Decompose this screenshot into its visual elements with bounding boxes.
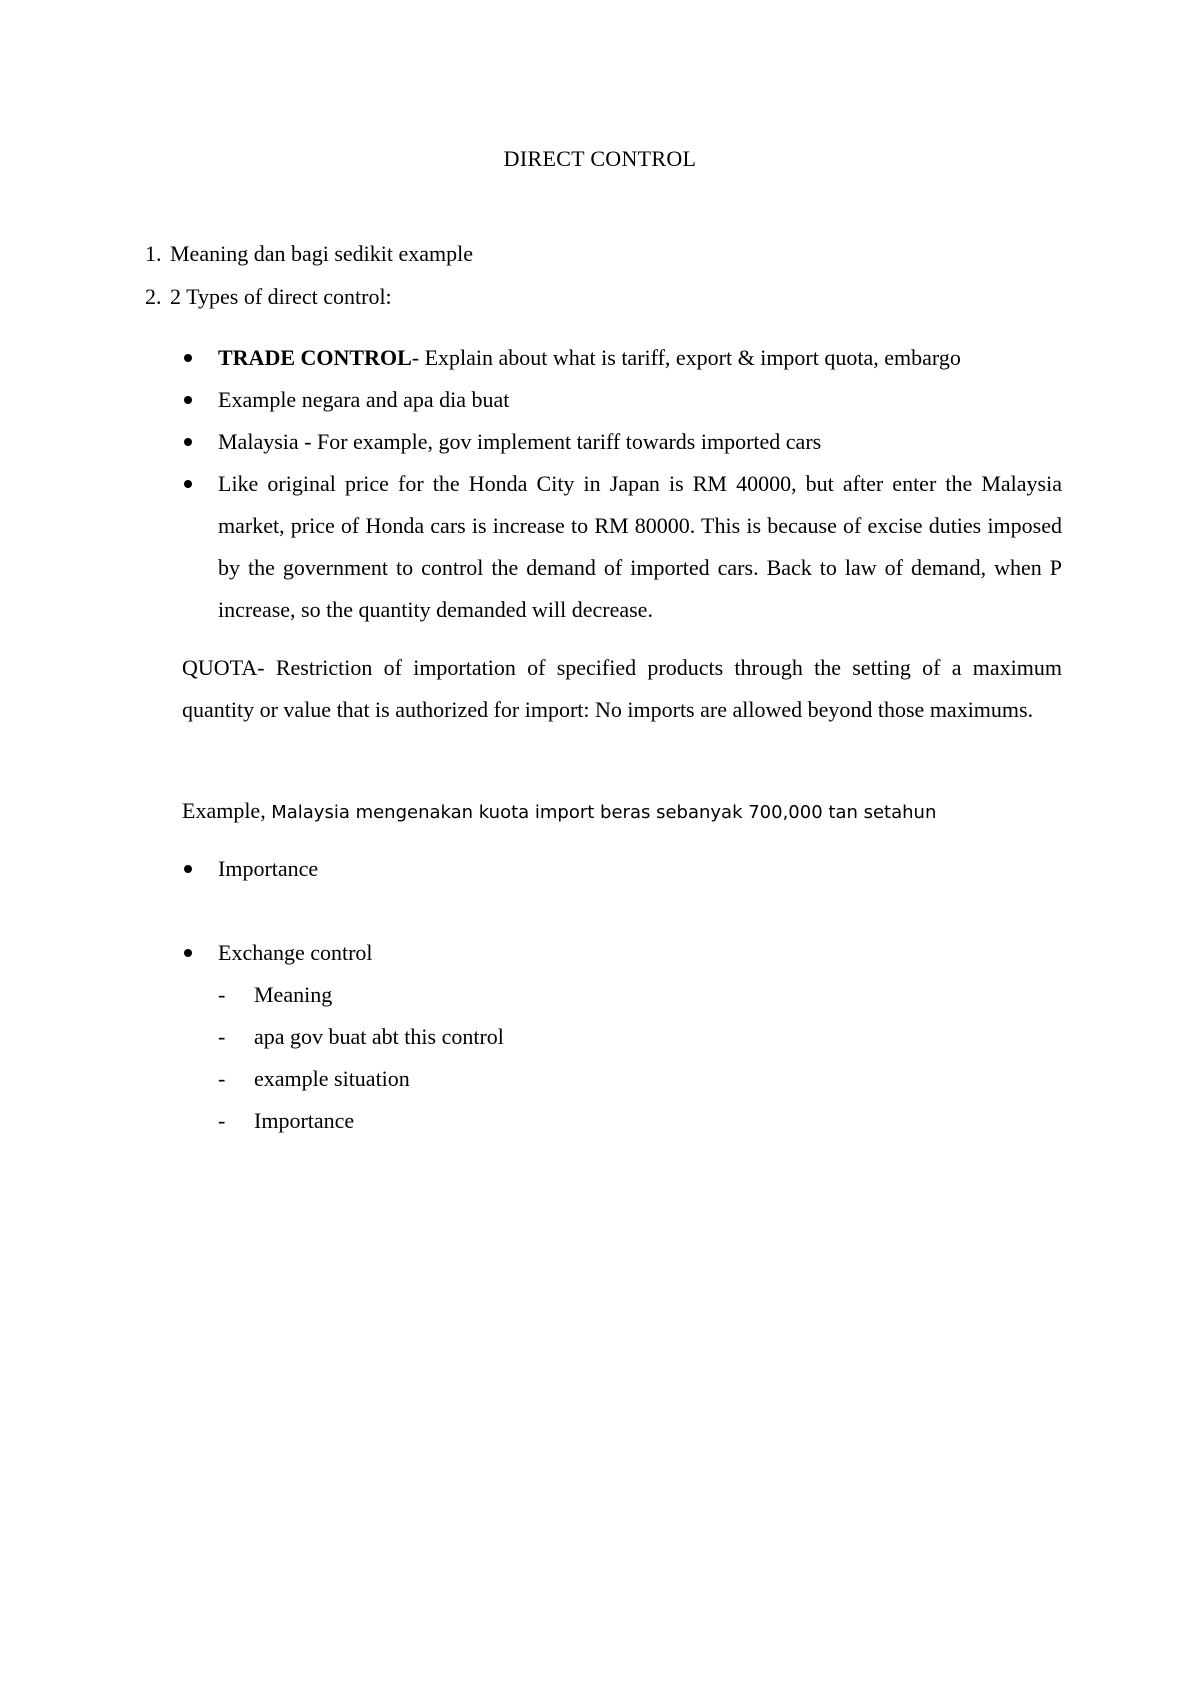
- item-text: Like original price for the Honda City in Japan is RM 40000, but after enter the Malaysia market, price of Honda cars is increase to RM 80000. This is because of excise duties imposed by the government to control the demand of imported cars. Back to law of demand, when P increase, so the quantity demanded will decrease.: [218, 471, 1062, 622]
- item-text: Importance: [254, 1108, 355, 1133]
- list-item: [180, 848, 1062, 890]
- importance-list: [180, 848, 1062, 890]
- dash-marker: -: [218, 1108, 226, 1133]
- item-number: 1.: [145, 241, 162, 266]
- quota-paragraph: QUOTA- Restriction of importation of specified products through the setting of a maximum quantity or value that is authorized for import: No imports are allowed beyond those maximums.: [182, 655, 1062, 722]
- list-item: [218, 1016, 504, 1058]
- item-text: example situation: [254, 1066, 410, 1091]
- item-text: Malaysia - For example, gov implement tariff towards imported cars: [218, 429, 822, 454]
- list-item: [180, 932, 1062, 974]
- example-line: [182, 790, 936, 834]
- bullet-icon: [184, 865, 192, 873]
- item-text: Importance: [218, 856, 319, 881]
- numbered-item-1: [145, 239, 473, 269]
- list-item: [218, 974, 504, 1016]
- bullet-icon: [184, 480, 192, 488]
- list-item: [218, 1100, 504, 1142]
- dash-marker: -: [218, 1024, 226, 1049]
- numbered-item-2: [145, 282, 392, 312]
- bullet-icon: [184, 949, 192, 957]
- list-item: [180, 463, 1062, 631]
- item-text: 2 Types of direct control:: [170, 284, 392, 309]
- exchange-control-list: [180, 932, 1062, 974]
- item-text: Meaning: [254, 982, 333, 1007]
- item-text: - Explain about what is tariff, export & import quota, embargo: [411, 345, 961, 370]
- list-item: [180, 421, 1062, 463]
- exchange-sublist: [218, 974, 504, 1142]
- trade-control-list: [180, 337, 1062, 631]
- bullet-icon: [184, 438, 192, 446]
- item-number: 2.: [145, 284, 162, 309]
- list-item: [218, 1058, 504, 1100]
- dash-marker: -: [218, 982, 226, 1007]
- bullet-icon: [184, 396, 192, 404]
- item-text: Example negara and apa dia buat: [218, 387, 510, 412]
- item-text: apa gov buat abt this control: [254, 1024, 504, 1049]
- example-text: Malaysia mengenakan kuota import beras sebanyak 700,000 tan setahun: [271, 802, 937, 823]
- example-label: Example,: [182, 798, 266, 823]
- bullet-icon: [184, 354, 192, 362]
- item-text: Meaning dan bagi sedikit example: [170, 241, 474, 266]
- list-item: [180, 337, 1062, 379]
- item-text: Exchange control: [218, 940, 373, 965]
- trade-control-heading: TRADE CONTROL: [218, 345, 412, 370]
- list-item: [180, 379, 1062, 421]
- dash-marker: -: [218, 1066, 226, 1091]
- page-title: DIRECT CONTROL: [503, 146, 697, 171]
